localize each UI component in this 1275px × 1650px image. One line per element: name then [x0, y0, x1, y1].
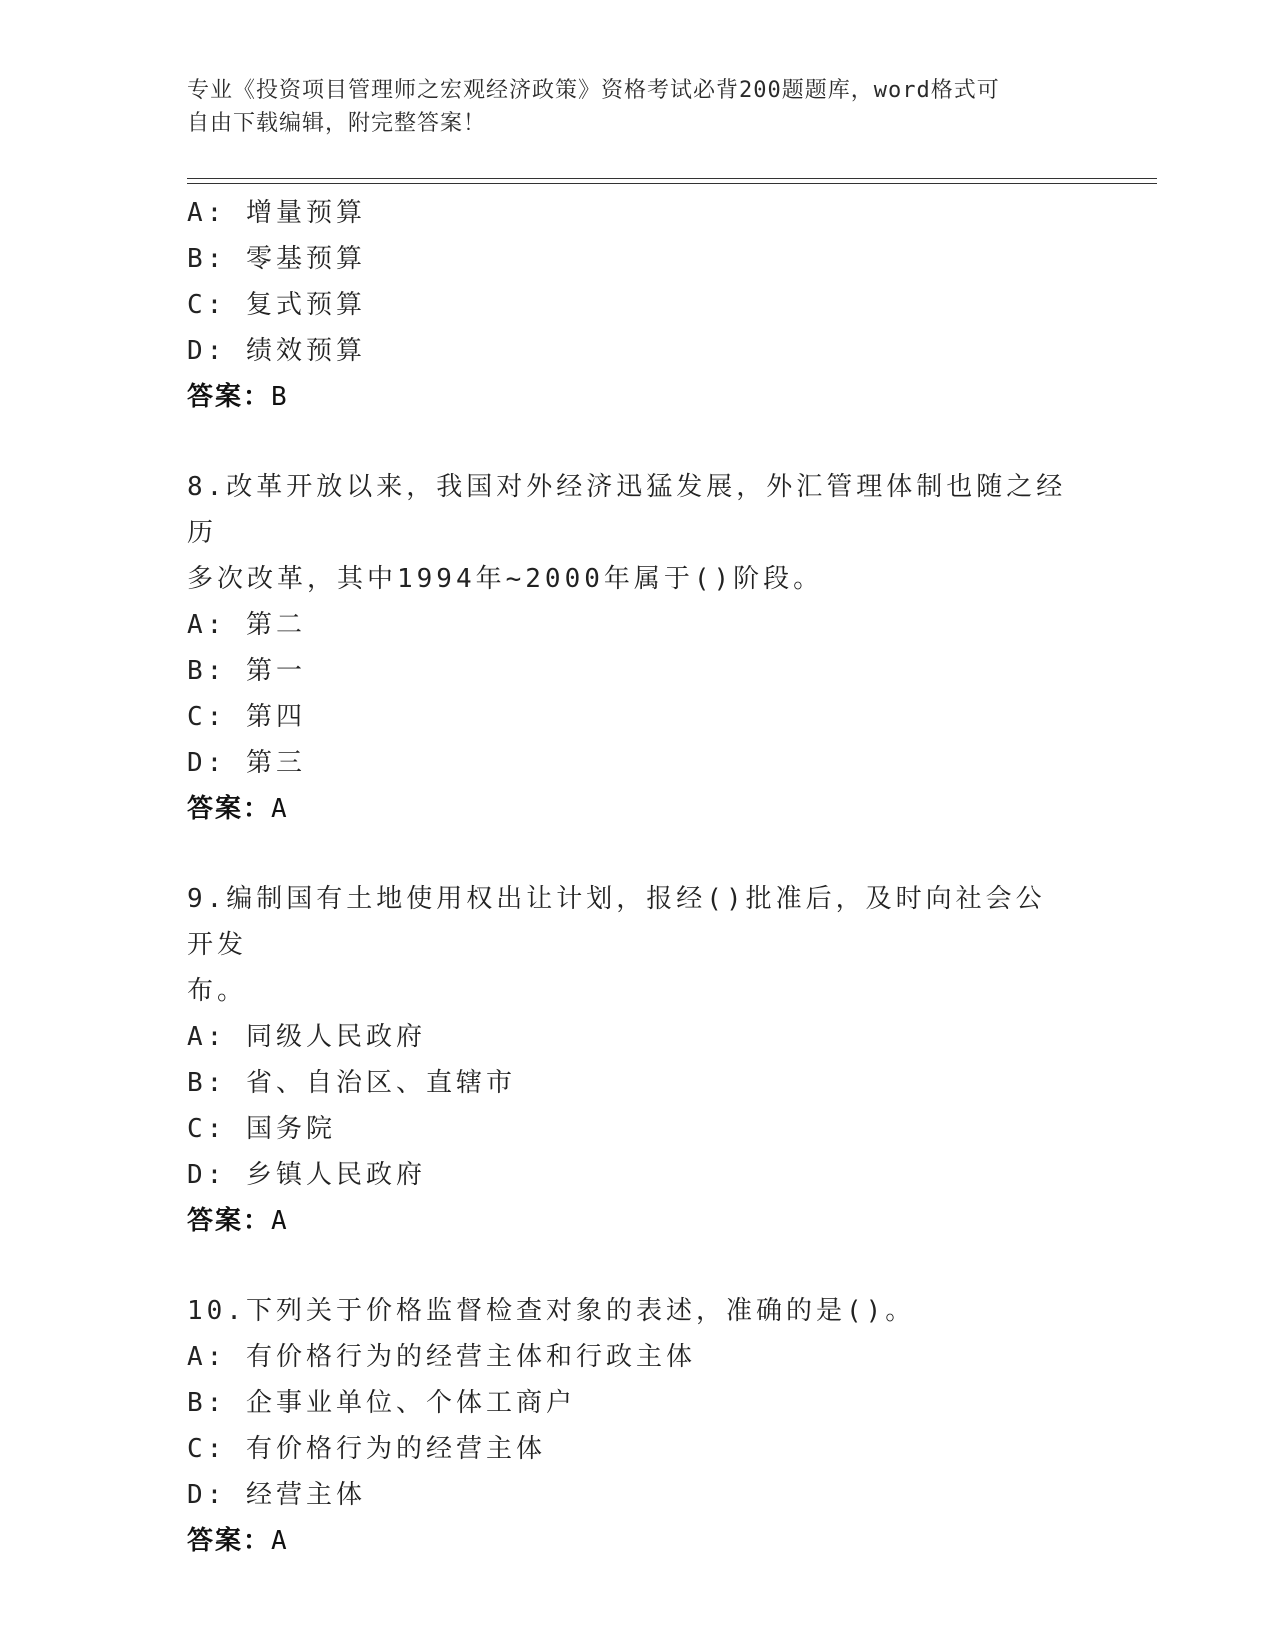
answer-value: A: [271, 1526, 289, 1556]
question-text-line-2: 多次改革，其中1994年~2000年属于()阶段。: [187, 564, 824, 594]
header-title-line-2: 自由下载编辑，附完整答案！: [187, 111, 487, 136]
option-d: D: 经营主体: [187, 1480, 366, 1510]
option-d: D: 第三: [187, 748, 306, 778]
answer-value: A: [271, 1206, 289, 1236]
answer-label: 答案：: [187, 382, 272, 412]
question-text-line-1: 9.编制国有土地使用权出让计划，报经()批准后，及时向社会公开发: [187, 884, 1046, 960]
option-c: C: 国务院: [187, 1114, 336, 1144]
question-list: [187, 190, 1087, 1564]
question-block-10: [187, 1288, 1087, 1564]
header-divider-top: [187, 178, 1157, 179]
option-b: B: 第一: [187, 656, 306, 686]
option-a: A: 有价格行为的经营主体和行政主体: [187, 1342, 696, 1372]
option-c: C: 复式预算: [187, 290, 366, 320]
option-c: C: 有价格行为的经营主体: [187, 1434, 546, 1464]
question-text-line-2: 布。: [187, 976, 248, 1006]
answer-line: [187, 1198, 1087, 1244]
answer-line: [187, 1518, 1087, 1564]
option-d: D: 乡镇人民政府: [187, 1160, 426, 1190]
option-b: B: 零基预算: [187, 244, 366, 274]
option-a: A: 第二: [187, 610, 306, 640]
answer-label: 答案：: [187, 1526, 272, 1556]
answer-line: [187, 786, 1087, 832]
question-text-line-1: 8.改革开放以来，我国对外经济迅猛发展，外汇管理体制也随之经历: [187, 472, 1067, 548]
answer-value: A: [271, 794, 289, 824]
answer-label: 答案：: [187, 1206, 272, 1236]
header-divider-bottom: [187, 183, 1157, 184]
option-b: B: 省、自治区、直辖市: [187, 1068, 516, 1098]
question-text-line-1: 10.下列关于价格监督检查对象的表述，准确的是()。: [187, 1296, 916, 1326]
option-c: C: 第四: [187, 702, 306, 732]
answer-value: B: [271, 382, 289, 412]
header-title-line-1: 专业《投资项目管理师之宏观经济政策》资格考试必背200题题库，word格式可: [187, 78, 1000, 103]
question-block-7: [187, 190, 1087, 420]
answer-label: 答案：: [187, 794, 272, 824]
answer-line: [187, 374, 1087, 420]
option-a: A: 同级人民政府: [187, 1022, 426, 1052]
option-d: D: 绩效预算: [187, 336, 366, 366]
option-a: A: 增量预算: [187, 198, 366, 228]
question-block-8: [187, 464, 1087, 832]
option-b: B: 企事业单位、个体工商户: [187, 1388, 576, 1418]
document-header: [187, 74, 1067, 140]
question-block-9: [187, 876, 1087, 1244]
